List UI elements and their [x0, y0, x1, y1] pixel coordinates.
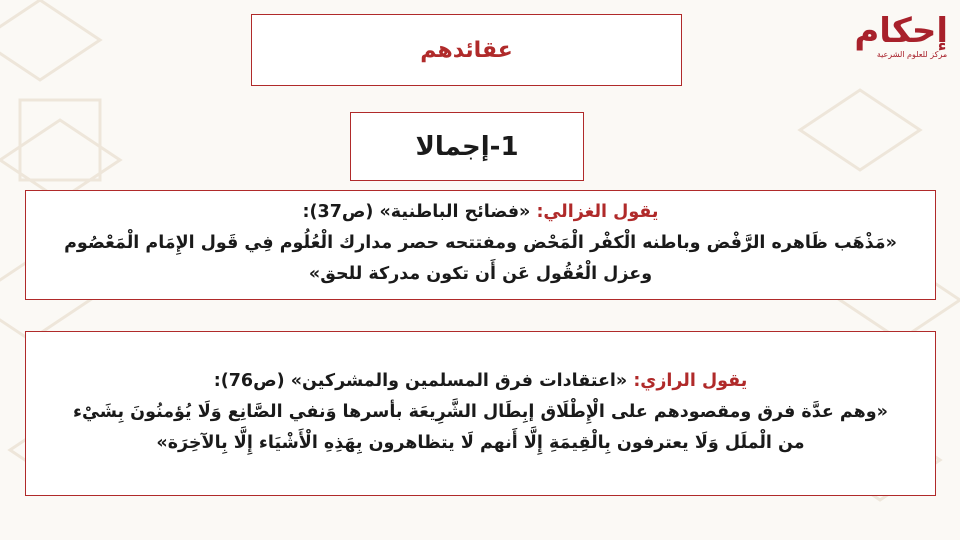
ghazali-source: «فضائح الباطنية» (ص37):: [302, 202, 537, 222]
logo-subtitle: مركز للعلوم الشرعية: [876, 50, 948, 59]
ghazali-quote-line-2: وعزل الْعُقُول عَن أَن تكون مدركة للحق»: [308, 264, 653, 284]
slide-title: عقائدهم: [420, 37, 513, 63]
razi-quote-box: [25, 331, 936, 496]
razi-quote-header: [26, 366, 935, 397]
slide-subtitle: 1-إجمالا: [415, 131, 519, 162]
razi-quote-line-2: من الْملَل وَلَا يعترفون بِالْقِيمَةِ إِلَّا أَنهم لَا يتظاهرون بِهَذِهِ الْأَشْيَاء إِلَّا بِالآخِرَة»: [156, 433, 805, 453]
razi-quote-line-1: «وهم عدَّة فرق ومقصودهم على الْإِطْلَاق إبِطَال الشَّرِيعَة بأسرها وَنفي الصَّانِع وَلَا يُؤمنُونَ بِشَيْء: [73, 402, 888, 422]
ghazali-quote-header: [26, 197, 935, 228]
subtitle-box: [350, 112, 584, 181]
ghazali-speaker: يقول الغزالي:: [536, 202, 659, 222]
ihkam-logo: [854, 6, 948, 78]
logo-mark: إحكام: [854, 11, 948, 51]
ghazali-quote-box: [25, 190, 936, 300]
ghazali-quote-line-1: «مَذْهَب ظَاهره الرَّفْض وباطنه الْكفْر الْمَحْض ومفتتحه حصر مدارك الْعُلُوم فِي قَول الإِمَام الْمَعْصُوم: [64, 233, 897, 253]
title-box: [251, 14, 682, 86]
razi-source: «اعتقادات فرق المسلمين والمشركين» (ص76):: [213, 371, 634, 391]
razi-speaker: يقول الرازي:: [633, 371, 748, 391]
